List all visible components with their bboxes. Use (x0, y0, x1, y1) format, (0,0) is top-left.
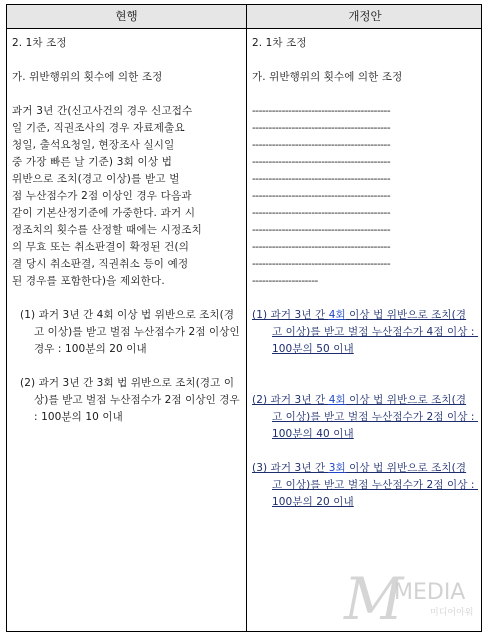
paragraph-line: 청일, 출석요청일, 현장조사 실시일 (12, 139, 175, 151)
watermark-sub: 미디어아워 (430, 608, 474, 618)
current-item-2: (2) 과거 3년 간 3회 법 위반으로 조치(경고 이상)를 받고 벌점 누산점수가 2점 이상인 경우 : 100분의 10 이내 (20, 377, 244, 423)
item-text: (1) 과거 3년 간 (252, 309, 329, 321)
item-count-highlight: 3회 (328, 462, 346, 474)
item-text: (3) 과거 3년 간 (252, 462, 329, 474)
paragraph-line: 된 경우를 포함한다)을 제외한다. (12, 275, 165, 287)
deleted-line: ------------------------------------------ (252, 122, 391, 134)
deleted-line: ------------------------------------------ (252, 173, 391, 185)
column-divider (246, 5, 247, 631)
comparison-table (6, 4, 482, 632)
deleted-line: ------------------------------------------ (252, 156, 391, 168)
deleted-line: ------------------------------------------ (252, 105, 391, 117)
subtitle: 가. 위반행위의 횟수에 의한 조정 (12, 71, 163, 83)
deleted-line: ------------------------------------------ (252, 258, 391, 270)
deleted-line: ------------------------------------------ (252, 207, 391, 219)
watermark (340, 565, 480, 629)
deleted-line: -------------------- (252, 275, 318, 287)
subtitle: 가. 위반행위의 횟수에 의한 조정 (252, 71, 403, 83)
watermark-brand: MEDIA (394, 580, 466, 605)
header-revised: 개정안 (348, 9, 382, 23)
paragraph-line: 정조치의 횟수를 산정할 때에는 시정조치 (12, 224, 202, 236)
paragraph-line: 같이 기본산정기준에 가중한다. 과거 시 (12, 207, 196, 219)
paragraph-line: 일 기준, 직권조사의 경우 자료제출요 (12, 122, 185, 134)
media-logo-icon (340, 565, 480, 625)
item-text: 이상 법 위반으로 조치(경고 이상)를 받고 벌점 누산점수가 2점 이상 : 100분의 40 이내 (272, 394, 479, 440)
header-current: 현행 (115, 9, 138, 23)
current-column (12, 35, 244, 426)
paragraph-line: 중 가장 빠른 날 기준) 3회 이상 법 (12, 156, 173, 168)
svg-text:M: M (344, 565, 404, 625)
item-count-highlight: 4회 (328, 309, 346, 321)
item-text: (2) 과거 3년 간 (252, 394, 329, 406)
current-item-1: (1) 과거 3년 간 4회 이상 법 위반으로 조치(경고 이상)를 받고 벌점 누산점수가 2점 이상인 경우 : 100분의 20 이내 (20, 309, 244, 355)
section-title: 2. 1차 조정 (252, 37, 307, 49)
revised-column (252, 35, 479, 511)
item-count-highlight: 4회 (328, 394, 346, 406)
revised-item-1 (252, 307, 479, 358)
deleted-paragraph (252, 103, 476, 290)
paragraph (12, 103, 240, 290)
paragraph-line: 점 누산점수가 2점 이상인 경우 다음과 (12, 190, 192, 202)
deleted-line: ------------------------------------------ (252, 241, 391, 253)
item-text: 이상 법 위반으로 조치(경고 이상)를 받고 벌점 누산점수가 2점 이상 : 100분의 20 이내 (272, 462, 479, 508)
deleted-line: ------------------------------------------ (252, 224, 391, 236)
deleted-line: ------------------------------------------ (252, 190, 391, 202)
paragraph-line: 위반으로 조치(경고 이상)를 받고 벌 (12, 173, 180, 185)
item-text: 이상 법 위반으로 조치(경고 이상)를 받고 벌점 누산점수가 4점 이상 : 100분의 50 이내 (272, 309, 479, 355)
paragraph-line: 과거 3년 간(신고사건의 경우 신고접수 (12, 105, 193, 117)
paragraph-line: 결 당시 취소판결, 직권취소 등이 예정 (12, 258, 189, 270)
revised-item-3 (252, 460, 479, 511)
deleted-line: ------------------------------------------ (252, 139, 391, 151)
table-header (7, 5, 481, 29)
paragraph-line: 의 무효 또는 취소판결이 확정된 건(의 (12, 241, 190, 253)
section-title: 2. 1차 조정 (12, 37, 67, 49)
revised-item-2 (252, 392, 479, 443)
